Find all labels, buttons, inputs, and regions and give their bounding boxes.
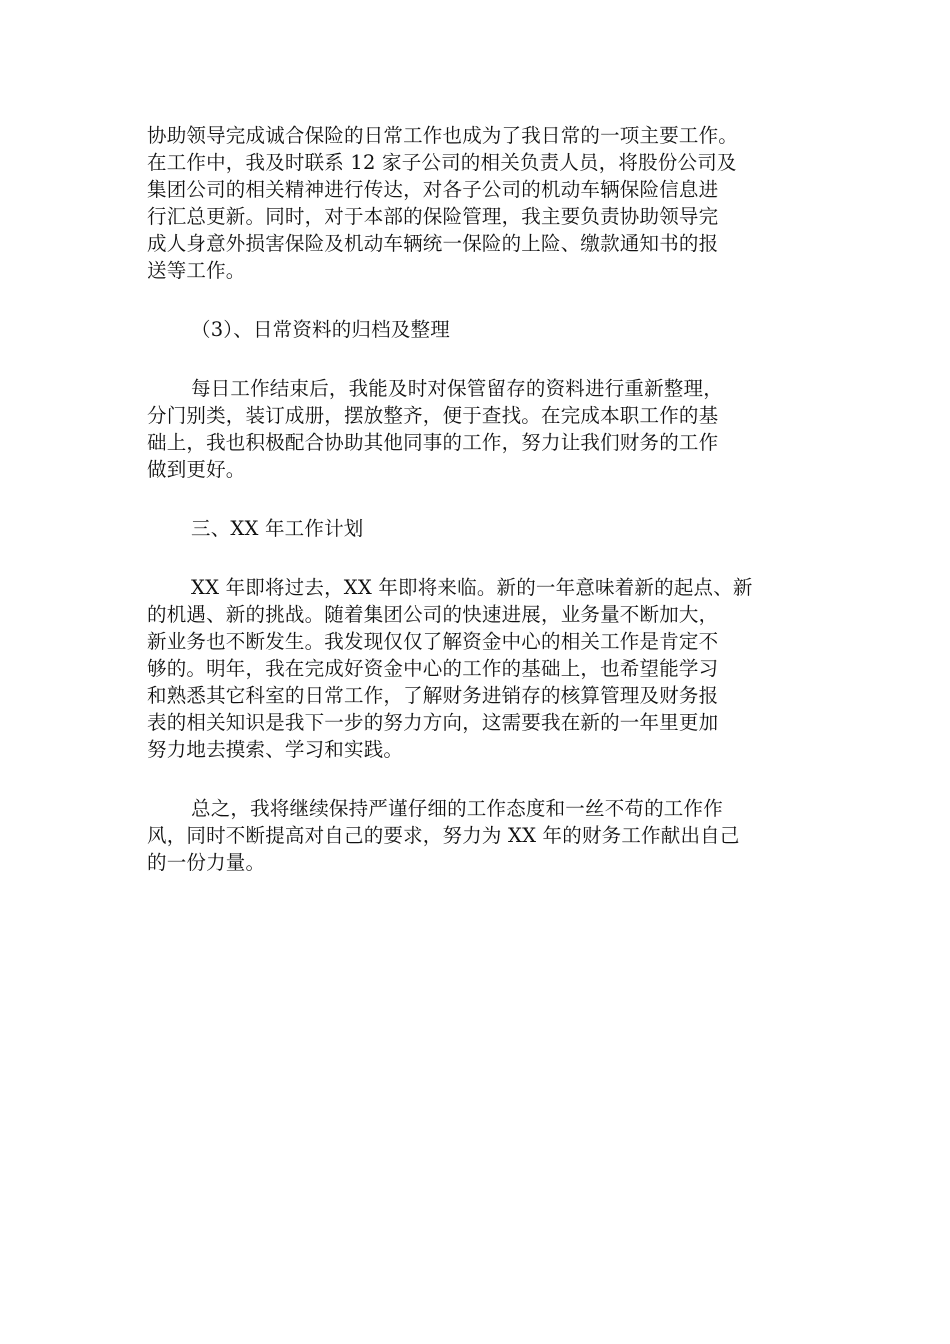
paragraph-line: 总之，我将继续保持严谨仔细的工作态度和一丝不苟的工作作 xyxy=(191,797,723,820)
paragraph-line: 协助领导完成诚合保险的日常工作也成为了我日常的一项主要工作。 xyxy=(147,124,739,147)
paragraph-line: 送等工作。 xyxy=(147,259,246,282)
paragraph-line: 行汇总更新。同时，对于本部的保险管理，我主要负责协助领导完 xyxy=(147,205,719,228)
paragraph-line: 做到更好。 xyxy=(147,458,246,481)
paragraph-line: 风，同时不断提高对自己的要求，努力为 XX 年的财务工作献出自己 xyxy=(147,824,740,847)
paragraph-conclusion xyxy=(147,795,819,876)
paragraph-line: 新业务也不断发生。我发现仅仅了解资金中心的相关工作是肯定不 xyxy=(147,630,719,653)
paragraph-line: 分门别类，装订成册，摆放整齐，便于查找。在完成本职工作的基 xyxy=(147,404,719,427)
document-body xyxy=(147,122,819,908)
paragraph-line: 的一份力量。 xyxy=(147,851,266,874)
paragraph-filing xyxy=(147,375,819,483)
paragraph-line: 在工作中，我及时联系 12 家子公司的相关负责人员，将股份公司及 xyxy=(147,151,737,174)
paragraph-line: 成人身意外损害保险及机动车辆统一保险的上险、缴款通知书的报 xyxy=(147,232,719,255)
section-heading-plan xyxy=(147,515,819,542)
paragraph-line: XX 年即将过去，XX 年即将来临。新的一年意味着新的起点、新 xyxy=(191,576,753,599)
paragraph-line: 每日工作结束后，我能及时对保管留存的资料进行重新整理， xyxy=(191,377,723,400)
paragraph-insurance-work xyxy=(147,122,819,284)
paragraph-line: 表的相关知识是我下一步的努力方向，这需要我在新的一年里更加 xyxy=(147,711,719,734)
section-heading: 三、XX 年工作计划 xyxy=(191,517,364,540)
section-heading: （3）、日常资料的归档及整理 xyxy=(191,318,450,341)
section-heading-filing xyxy=(147,316,819,343)
paragraph-line: 的机遇、新的挑战。随着集团公司的快速进展，业务量不断加大， xyxy=(147,603,719,626)
paragraph-line: 础上，我也积极配合协助其他同事的工作，努力让我们财务的工作 xyxy=(147,431,719,454)
paragraph-line: 努力地去摸索、学习和实践。 xyxy=(147,738,404,761)
paragraph-line: 集团公司的相关精神进行传达，对各子公司的机动车辆保险信息进 xyxy=(147,178,719,201)
paragraph-line: 和熟悉其它科室的日常工作，了解财务进销存的核算管理及财务报 xyxy=(147,684,719,707)
paragraph-line: 够的。明年，我在完成好资金中心的工作的基础上，也希望能学习 xyxy=(147,657,719,680)
paragraph-plan xyxy=(147,574,819,763)
